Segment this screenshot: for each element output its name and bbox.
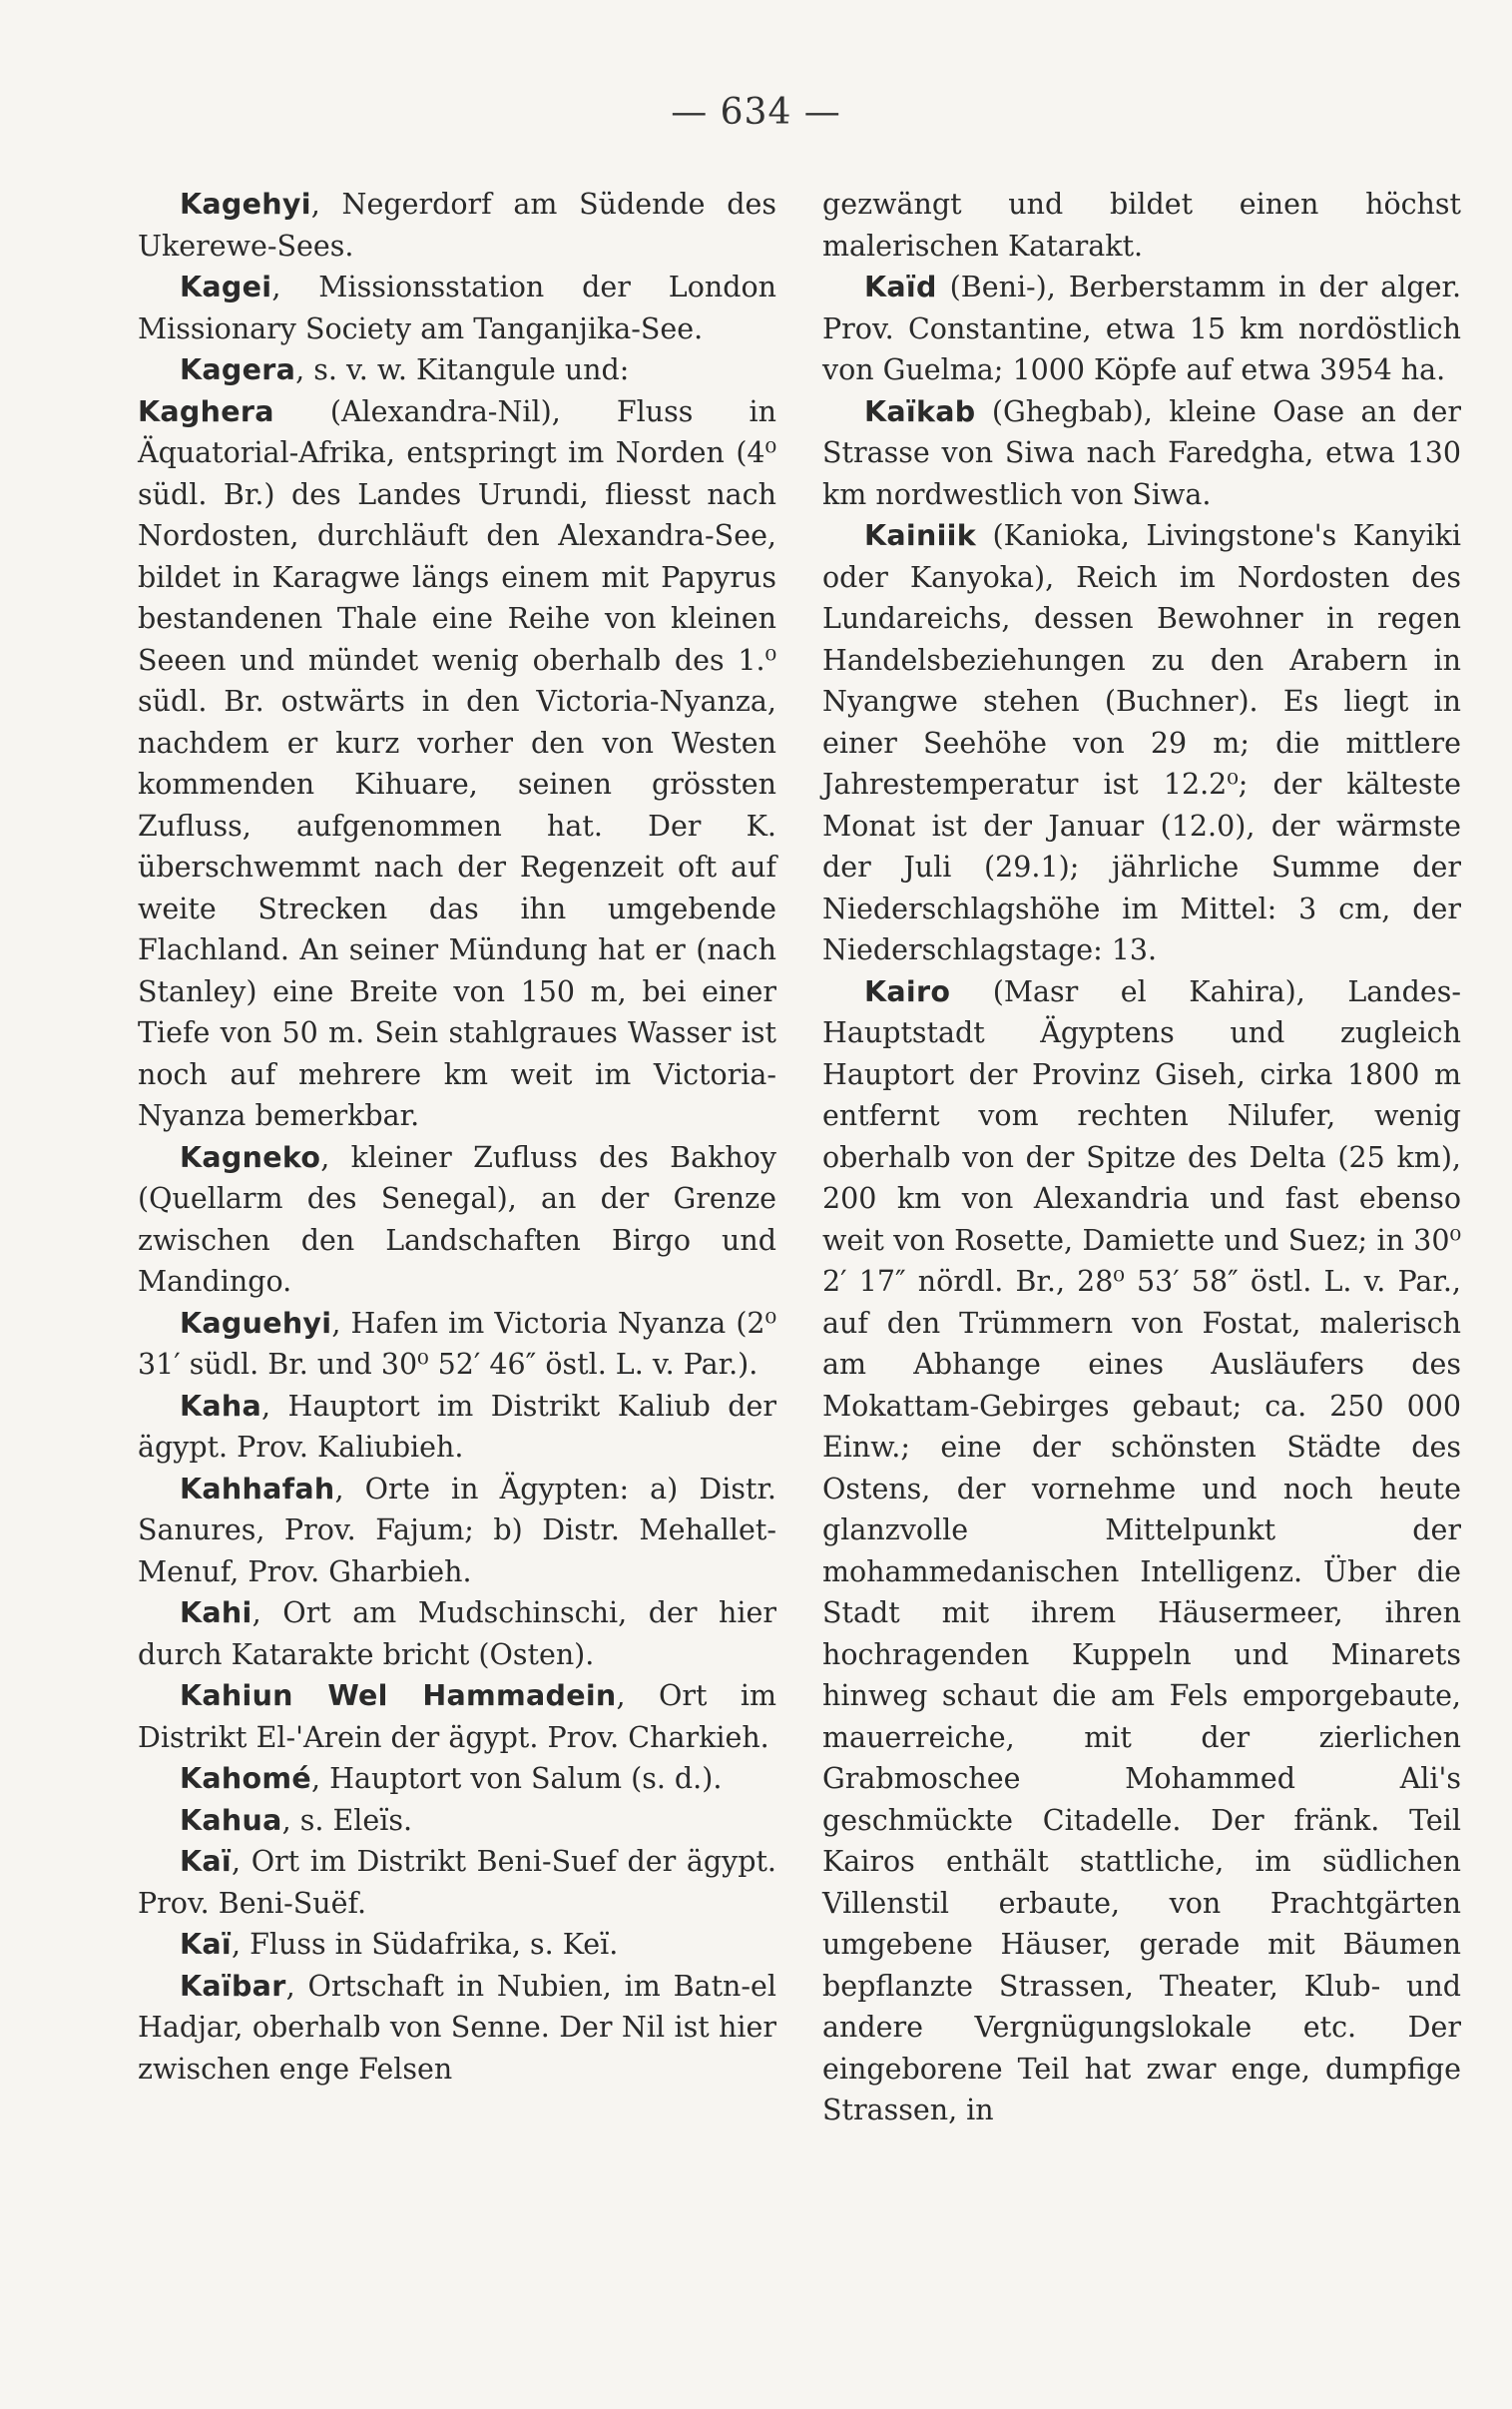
entry-term: Kagera (180, 353, 296, 386)
entry-text: , Hauptort im Distrikt Kaliub der ägypt. Prov. Kaliubieh. (138, 1389, 776, 1464)
entry-kahua (138, 1800, 776, 1842)
entry-term: Kaïbar (180, 1969, 286, 2003)
entry-kai-ort (138, 1841, 776, 1924)
entry-term: Kainiik (864, 519, 976, 552)
entry-kairo (822, 971, 1461, 2131)
entry-text: (Ghegbab), kleine Oase an der Strasse von Siwa nach Faredgha, etwa 130 km nordwestlich von Siwa. (822, 394, 1461, 511)
entry-term: Kahiun Wel Hammadein (180, 1679, 617, 1712)
entry-text: , s. Eleïs. (281, 1803, 413, 1837)
entry-term: Kagei (180, 271, 272, 303)
entry-text: , Hafen im Victoria Nyanza (2⁰ 31′ südl. Br. und 30⁰ 52′ 46″ östl. L. v. Par.). (138, 1306, 776, 1381)
entry-text: , Fluss in Südafrika, s. Keï. (232, 1928, 619, 1961)
entry-kai-fluss (138, 1924, 776, 1966)
entry-text: , Ort am Mudschinschi, der hier durch Katarakte bricht (Osten). (138, 1596, 776, 1671)
entry-kaha (138, 1386, 776, 1469)
entry-text: , Hauptort von Salum (s. d.). (311, 1762, 723, 1795)
entry-kahhafah (138, 1469, 776, 1593)
entry-kaibar-continued (822, 184, 1461, 267)
entry-kaghera (138, 391, 776, 1137)
entry-text: (Kanioka, Livingstone's Kanyiki oder Kanyoka), Reich im Nordosten des Lundareichs, dessen Bewohner in regen Handelsbeziehungen zu den Arabern in Nyangwe stehen (Buchner). Es liegt in einer Seehöhe von 29 m; die mittlere Jahrestemperatur ist 12.2⁰; der kälteste Monat ist der Januar (12.0), der wärmste der Juli (29.1); jährliche Summe der Niederschlagshöhe im Mittel: 3 cm, der Niederschlagstage: 13. (822, 519, 1461, 966)
entry-term: Kahhafah (180, 1472, 335, 1506)
entry-kahi (138, 1592, 776, 1675)
entry-term: Kaha (180, 1389, 262, 1423)
entry-term: Kahi (180, 1596, 252, 1629)
entry-text: , Orte in Ägypten: a) Distr. Sanures, Prov. Fajum; b) Distr. Mehallet-Menuf, Prov. Gharbieh. (138, 1472, 776, 1588)
entry-kagneko (138, 1137, 776, 1303)
entry-text: , Ortschaft in Nubien, im Batn-el Hadjar, oberhalb von Senne. Der Nil ist hier zwischen enge Felsen (138, 1969, 776, 2086)
entry-kahiun-wel-hammadein (138, 1675, 776, 1758)
entry-text: , Ort im Distrikt Beni-Suef der ägypt. Prov. Beni-Suëf. (138, 1845, 776, 1920)
entry-term: Kaguehyi (180, 1306, 332, 1340)
entry-text: (Masr el Kahira), Landes-Hauptstadt Ägyptens und zugleich Hauptort der Provinz Giseh, cirka 1800 m entfernt vom rechten Nilufer, wenig oberhalb von der Spitze des Delta (25 km), 200 km von Alexandria und fast ebenso weit von Rosette, Damiette und Suez; in 30⁰ 2′ 17″ nördl. Br., 28⁰ 53′ 58″ östl. L. v. Par., auf den Trümmern von Fostat, malerisch am Abhange eines Ausläufers des Mokattam-Gebirges gebaut; ca. 250 000 Einw.; eine der schönsten Städte des Ostens, der vornehme und noch heute glanzvolle Mittelpunkt der mohammedanischen Intelligenz. Über die Stadt mit ihrem Häusermeer, ihren hochragenden Kuppeln und Minarets hinweg schaut die am Fels emporgebaute, mauerreiche, mit der zierlichen Grabmoschee Mohammed Ali's geschmückte Citadelle. Der fränk. Teil Kairos enthält stattliche, im südlichen Villenstil erbaute, von Prachtgärten umgebene Häuser, gerade mit Bäumen bepflanzte Strassen, Theater, Klub- und andere Vergnügungslokale etc. Der eingeborene Teil hat zwar enge, dumpfige Strassen, in (822, 974, 1461, 2126)
entry-term: Kaï (180, 1845, 232, 1878)
entry-term: Kagneko (180, 1140, 321, 1174)
entry-kagei (138, 267, 776, 349)
entry-kainiik (822, 515, 1461, 971)
entry-kaid (822, 267, 1461, 391)
entry-text: , Ort im Distrikt El-'Arein der ägypt. Prov. Charkieh. (138, 1679, 776, 1754)
entry-text: , Missionsstation der London Missionary Society am Tanganjika-See. (138, 271, 776, 345)
entry-term: Kaï (180, 1928, 232, 1961)
entry-kagera (138, 349, 776, 391)
entry-text: gezwängt und bildet einen höchst malerischen Katarakt. (822, 188, 1461, 263)
entry-kaibar (138, 1966, 776, 2091)
entry-term: Kaghera (138, 394, 274, 428)
entry-text: (Alexandra-Nil), Fluss in Äquatorial-Afrika, entspringt im Norden (4⁰ südl. Br.) des Landes Urundi, fliesst nach Nordosten, durchläuft den Alexandra-See, bildet in Karagwe längs einem mit Papyrus bestandenen Thale eine Reihe von kleinen Seeen und mündet wenig oberhalb des 1.⁰ südl. Br. ostwärts in den Victoria-Nyanza, nachdem er kurz vorher den von Westen kommenden Kihuare, seinen grössten Zufluss, aufgenommen hat. Der K. überschwemmt nach der Regenzeit oft auf weite Strecken das ihn umgebende Flachland. An seiner Mündung hat er (nach Stanley) eine Breite von 150 m, bei einer Tiefe von 50 m. Sein stahlgraues Wasser ist noch auf mehrere km weit im Victoria-Nyanza bemerkbar. (138, 394, 776, 1132)
entry-term: Kahua (180, 1803, 282, 1837)
entry-kagehyi (138, 184, 776, 267)
entry-kaguehyi (138, 1303, 776, 1386)
entry-text: , kleiner Zufluss des Bakhoy (Quellarm des Senegal), an der Grenze zwischen den Landschaften Birgo und Mandingo. (138, 1140, 776, 1298)
entry-kaikab (822, 391, 1461, 516)
entry-term: Kaïd (864, 271, 937, 303)
entry-text: , Negerdorf am Südende des Ukerewe-Sees. (138, 188, 776, 263)
left-column (138, 184, 776, 2090)
entry-term: Kaïkab (864, 394, 976, 428)
page-number: — 634 — (671, 92, 841, 133)
entry-term: Kahomé (180, 1762, 312, 1795)
entry-text: (Beni-), Berberstamm in der alger. Prov. Constantine, etwa 15 km nordöstlich von Guelma; 1000 Köpfe auf etwa 3954 ha. (822, 271, 1461, 386)
entry-text: , s. v. w. Kitangule und: (295, 353, 630, 386)
entry-term: Kairo (864, 974, 951, 1008)
entry-kahome (138, 1758, 776, 1800)
entry-term: Kagehyi (180, 188, 311, 221)
right-column (822, 184, 1461, 2131)
